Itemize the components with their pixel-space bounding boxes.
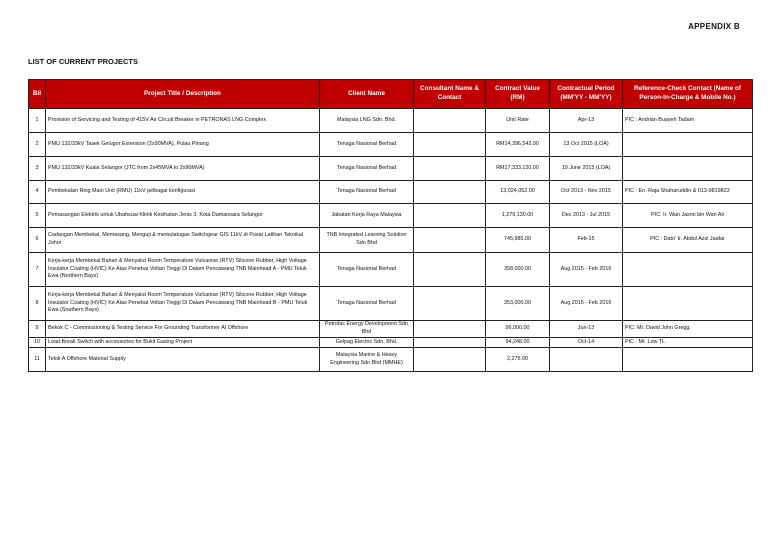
cell-contractual-period: 13 Oct 2015 (LOA) xyxy=(550,133,623,157)
cell-reference-contact: PIC : Dato' Ir. Abdul Aziz Jaafar xyxy=(623,228,753,253)
column-header-contractual-period: Contractual Period (MM'YY - MM'YY) xyxy=(550,80,623,109)
cell-contract-value: 358,000.00 xyxy=(486,253,550,287)
cell-reference-contact xyxy=(623,287,753,321)
column-header-reference-contact: Reference-Check Contact (Name of Person-In-Charge & Mobile No.) xyxy=(623,80,753,109)
cell-bil: 9 xyxy=(29,321,46,338)
cell-project-title: Telok A Offshore Material Supply xyxy=(46,348,320,372)
cell-reference-contact: PIC : Andrian Buayeh Tadam xyxy=(623,109,753,133)
cell-bil: 7 xyxy=(29,253,46,287)
cell-reference-contact xyxy=(623,157,753,181)
cell-client-name: Malaysia LNG Sdn. Bhd. xyxy=(320,109,414,133)
cell-contract-value: 1,279,130.00 xyxy=(486,204,550,228)
cell-bil: 6 xyxy=(29,228,46,253)
cell-consultant xyxy=(414,287,486,321)
column-header-project-title: Project Title / Description xyxy=(46,80,320,109)
cell-consultant xyxy=(414,204,486,228)
appendix-label: APPENDIX B xyxy=(688,22,740,31)
column-header-bil: Bil xyxy=(29,80,46,109)
table-row xyxy=(29,228,753,253)
cell-contractual-period xyxy=(550,348,623,372)
cell-contractual-period: Oct-14 xyxy=(550,338,623,348)
column-header-contract-value: Contract Value (RM) xyxy=(486,80,550,109)
cell-client-name: Tenaga Nasional Berhad xyxy=(320,157,414,181)
cell-reference-contact xyxy=(623,253,753,287)
cell-consultant xyxy=(414,133,486,157)
table-row xyxy=(29,133,753,157)
cell-project-title: Provision of Servicing and Testing of 415V Air Circuit Breaker in PETRONAS LNG Complex xyxy=(46,109,320,133)
cell-reference-contact: PIC : Mr. Low TL xyxy=(623,338,753,348)
table-row xyxy=(29,287,753,321)
cell-project-title: PMU 132/33kV Tasek Gelugor Extension (2x90MVA), Pulau Pinang xyxy=(46,133,320,157)
table-row xyxy=(29,109,753,133)
cell-contract-value: 94,248.00 xyxy=(486,338,550,348)
cell-consultant xyxy=(414,109,486,133)
cell-reference-contact: PIC: Mr. David John Gregg. xyxy=(623,321,753,338)
cell-bil: 4 xyxy=(29,181,46,204)
cell-client-name: Tenaga Nasional Berhad xyxy=(320,287,414,321)
cell-contractual-period: 19 June 2015 (LOA) xyxy=(550,157,623,181)
table-row xyxy=(29,253,753,287)
cell-project-title: Bekok C - Commissioning & Testing Service For Grounding Transformer At Offshore xyxy=(46,321,320,338)
cell-contract-value: 353,000.00 xyxy=(486,287,550,321)
cell-consultant xyxy=(414,348,486,372)
cell-contract-value: Unit Rate xyxy=(486,109,550,133)
cell-bil: 1 xyxy=(29,109,46,133)
cell-reference-contact xyxy=(623,348,753,372)
cell-project-title: Pembekalan Ring Main Unit (RMU) 11kV pelbagai konfigurasi xyxy=(46,181,320,204)
cell-client-name: TNB Integrated Learning Solution Sdn Bhd xyxy=(320,228,414,253)
cell-reference-contact xyxy=(623,133,753,157)
table-row xyxy=(29,204,753,228)
cell-bil: 8 xyxy=(29,287,46,321)
cell-contractual-period: Jun-13 xyxy=(550,321,623,338)
cell-project-title: Kerja-kerja Membekal Bahan & Menyalut Room Temperature Vulcanise (RTV) Silicone Rubber, High Voltage Insulator Coating (HVIC) Ke Atas Penebat Voltan Tinggi Di Dalam Pencawang TNB Mainhead A - PMU Teluk Ewa (Northern Bays) xyxy=(46,253,320,287)
cell-consultant xyxy=(414,253,486,287)
cell-reference-contact: PIC: Ir. Wan Jasmi bin Wan Ali xyxy=(623,204,753,228)
cell-client-name: Tenaga Nasional Berhad xyxy=(320,253,414,287)
cell-consultant xyxy=(414,157,486,181)
cell-project-title: Cadangan Membekal, Memasang, Menguji & memulatugas Switchgear GIS 11kV di Pusat Latihan Teknikal Johor xyxy=(46,228,320,253)
cell-client-name: Gelpag Electric Sdn. Bhd. xyxy=(320,338,414,348)
cell-project-title: Kerja-kerja Membekal Bahan & Menyalut Room Temperature Vulcanise (RTV) Silicone Rubber, High Voltage Insulator Coating (HVIC) Ke Atas Penebat Voltan Tinggi Di Dalam Pencawang TNB Mainhead B - PMU Teluk Ewa (Southern Bays) xyxy=(46,287,320,321)
table-row xyxy=(29,157,753,181)
table-row xyxy=(29,321,753,338)
cell-contractual-period: Feb-15 xyxy=(550,228,623,253)
cell-contract-value: 96,000.00 xyxy=(486,321,550,338)
table-header-row xyxy=(29,80,753,109)
column-header-consultant: Consultant Name & Contact xyxy=(414,80,486,109)
column-header-client-name: Client Name xyxy=(320,80,414,109)
cell-consultant xyxy=(414,321,486,338)
cell-contract-value: RM17,333,120.00 xyxy=(486,157,550,181)
cell-client-name: Tenaga Nasional Berhad xyxy=(320,181,414,204)
cell-project-title: Load Break Switch with accessories for Bukit Gasing Project xyxy=(46,338,320,348)
cell-bil: 2 xyxy=(29,133,46,157)
cell-client-name: Tenaga Nasional Berhad xyxy=(320,133,414,157)
cell-contract-value: RM14,396,542.00 xyxy=(486,133,550,157)
cell-contractual-period: Apr-13 xyxy=(550,109,623,133)
cell-consultant xyxy=(414,181,486,204)
cell-project-title: Pemasangan Elektrik untuk Ubahsuai Klinik Kesihatan Jenis 3, Kota Damansara Selangor xyxy=(46,204,320,228)
table-row xyxy=(29,338,753,348)
cell-reference-contact: PIC : En. Raja Shaharuddin & 013-9819823 xyxy=(623,181,753,204)
cell-contractual-period: Oct 2013 - Nov 2015 xyxy=(550,181,623,204)
cell-bil: 5 xyxy=(29,204,46,228)
cell-contractual-period: Dec 2013 - Jul 2015 xyxy=(550,204,623,228)
table-row xyxy=(29,348,753,372)
cell-bil: 3 xyxy=(29,157,46,181)
cell-contract-value: 745,985.00 xyxy=(486,228,550,253)
cell-project-title: PMU 132/33kV Kuala Selangor (JTC from 2x45MVA to 2x90MVA) xyxy=(46,157,320,181)
cell-consultant xyxy=(414,228,486,253)
cell-client-name: Malaysia Marine & Heavy Engineering Sdn Bhd (MMHE) xyxy=(320,348,414,372)
cell-contractual-period: Aug 2015 - Feb 2016 xyxy=(550,253,623,287)
cell-bil: 10 xyxy=(29,338,46,348)
cell-contract-value: 13,024,052.00 xyxy=(486,181,550,204)
projects-table xyxy=(28,79,753,372)
cell-client-name: Jabatan Kerja Raya Malaysia xyxy=(320,204,414,228)
cell-consultant xyxy=(414,338,486,348)
document-title: LIST OF CURRENT PROJECTS xyxy=(28,57,139,66)
cell-bil: 11 xyxy=(29,348,46,372)
cell-contract-value: 2,275.00 xyxy=(486,348,550,372)
cell-contractual-period: Aug 2015 - Feb 2016 xyxy=(550,287,623,321)
table-row xyxy=(29,181,753,204)
cell-client-name: Petrofac Energy Development Sdn Bhd xyxy=(320,321,414,338)
